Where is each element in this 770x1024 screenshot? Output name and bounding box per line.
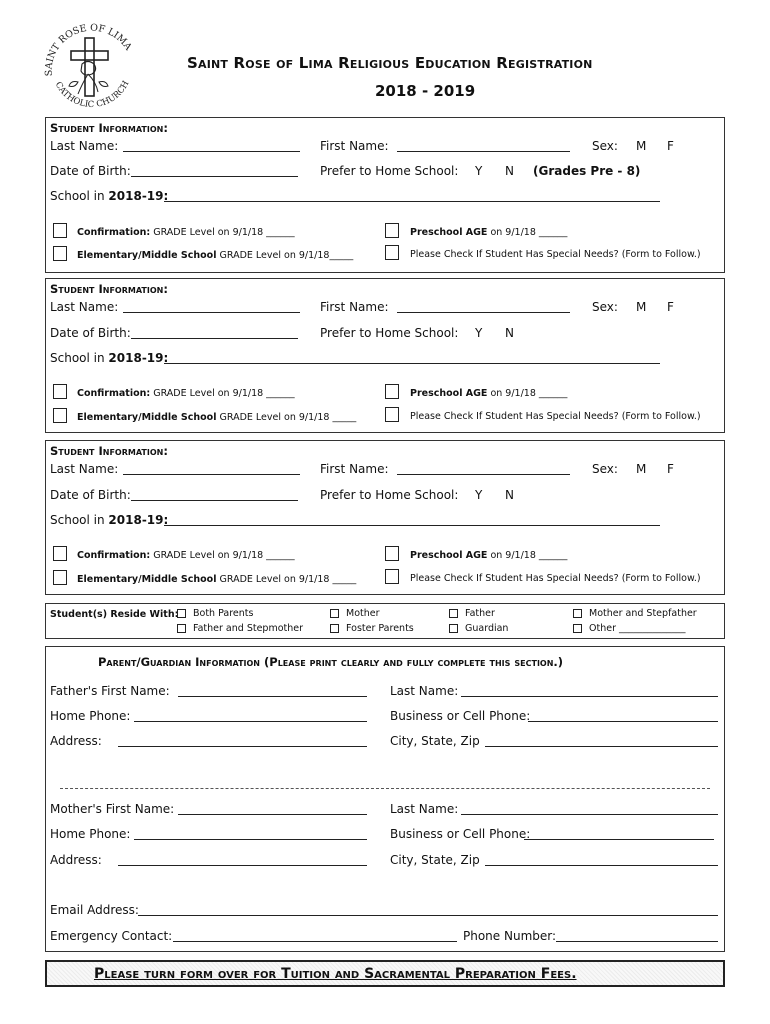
mother-last-name-label: Last Name: [390,802,459,816]
father-last-name-label: Last Name: [390,684,459,698]
last-name-field[interactable] [123,151,300,152]
first-name-field[interactable] [397,312,570,313]
father-last-name-field[interactable] [461,696,718,697]
father-first-name-label: Father's First Name: [50,684,170,698]
home-school-no[interactable]: N [505,488,514,502]
mother-city-field[interactable] [485,865,718,866]
mother-stepfather-label: Mother and Stepfather [589,608,697,619]
father-home-phone-field[interactable] [134,721,367,722]
school-field[interactable] [164,363,660,364]
grades-note: (Grades Pre - 8) [533,164,641,178]
special-needs-checkbox[interactable] [385,245,399,260]
sex-label: Sex: [592,300,618,314]
preschool-checkbox[interactable] [385,546,399,561]
other-label: Other ______________ [589,623,686,634]
home-school-yes[interactable]: Y [475,326,483,340]
confirmation-checkbox[interactable] [53,546,67,561]
father-city-label: City, State, Zip [390,734,480,748]
home-school-label: Prefer to Home School: [320,326,459,340]
both-parents-label: Both Parents [193,608,254,619]
dob-label: Date of Birth: [50,164,131,178]
last-name-label: Last Name: [50,462,119,476]
confirmation-label: Confirmation: GRADE Level on 9/1/18 ______ [77,227,295,238]
mother-checkbox[interactable] [330,609,339,618]
section-divider [60,788,710,789]
father-checkbox[interactable] [449,609,458,618]
mother-address-label: Address: [50,853,102,867]
mother-home-phone-label: Home Phone: [50,827,131,841]
guardian-checkbox[interactable] [449,624,458,633]
logo-text-top: SAINT ROSE OF LIMA [43,22,134,77]
school-year: 2018-19: [108,513,169,527]
sex-f-option[interactable]: F [667,300,674,314]
father-first-name-field[interactable] [178,696,367,697]
student-heading: Student Information: [50,444,168,458]
foster-parents-label: Foster Parents [346,623,414,634]
confirmation-label: Confirmation: GRADE Level on 9/1/18 ______ [77,388,295,399]
mother-stepfather-checkbox[interactable] [573,609,582,618]
email-label: Email Address: [50,903,139,917]
emergency-contact-field[interactable] [173,941,457,942]
first-name-label: First Name: [320,462,389,476]
mother-business-phone-label: Business or Cell Phone: [390,827,531,841]
elementary-label: Elementary/Middle School GRADE Level on 9/1/18_____ [77,250,354,261]
school-year: 2018-19: [108,351,169,365]
svg-text:SAINT ROSE OF LIMA [44,23,134,77]
cross-rose-icon [40,18,140,116]
school-field[interactable] [164,525,660,526]
elementary-checkbox[interactable] [53,408,67,423]
sex-m-option[interactable]: M [636,139,647,153]
foster-parents-checkbox[interactable] [330,624,339,633]
dob-label: Date of Birth: [50,326,131,340]
school-label [50,351,168,365]
emergency-contact-label: Emergency Contact: [50,929,173,943]
dob-field[interactable] [131,176,298,177]
home-school-yes[interactable]: Y [475,164,483,178]
confirmation-label: Confirmation: GRADE Level on 9/1/18 ______ [77,550,295,561]
footer-text: Please turn form over for Tuition and Sacramental Preparation Fees. [94,966,577,982]
elementary-label: Elementary/Middle School GRADE Level on 9/1/18 _____ [77,574,357,585]
home-school-no[interactable]: N [505,164,514,178]
special-needs-checkbox[interactable] [385,569,399,584]
school-prefix: School in [50,189,105,203]
form-title: Saint Rose of Lima Religious Education Registration [187,54,593,72]
special-needs-label: Please Check If Student Has Special Needs? (Form to Follow.) [410,249,701,260]
both-parents-checkbox[interactable] [177,609,186,618]
elementary-label: Elementary/Middle School GRADE Level on 9/1/18 _____ [77,412,357,423]
home-school-label: Prefer to Home School: [320,488,459,502]
reside-with-label: Student(s) Reside With: [50,609,179,620]
church-logo [40,18,140,116]
sex-f-option[interactable]: F [667,139,674,153]
dob-field[interactable] [131,500,298,501]
phone-number-field[interactable] [556,941,718,942]
mother-label: Mother [346,608,380,619]
elementary-checkbox[interactable] [53,570,67,585]
student-heading: Student Information: [50,282,168,296]
mother-address-field[interactable] [118,865,367,866]
last-name-field[interactable] [123,312,300,313]
sex-m-option[interactable]: M [636,300,647,314]
elementary-checkbox[interactable] [53,246,67,261]
mother-first-name-label: Mother's First Name: [50,802,175,816]
last-name-field[interactable] [123,474,300,475]
home-school-yes[interactable]: Y [475,488,483,502]
father-label: Father [465,608,495,619]
guardian-label: Guardian [465,623,509,634]
mother-last-name-field[interactable] [461,814,718,815]
father-address-field[interactable] [118,746,367,747]
school-label [50,513,168,527]
preschool-label: Preschool AGE on 9/1/18 ______ [410,227,568,238]
father-stepmother-label: Father and Stepmother [193,623,304,634]
school-label [50,189,168,203]
special-needs-label: Please Check If Student Has Special Needs? (Form to Follow.) [410,411,701,422]
father-stepmother-checkbox[interactable] [177,624,186,633]
preschool-checkbox[interactable] [385,223,399,238]
first-name-label: First Name: [320,300,389,314]
first-name-field[interactable] [397,151,570,152]
parent-guardian-heading: Parent/Guardian Information (Please print clearly and fully complete this section.) [98,655,564,669]
last-name-label: Last Name: [50,139,119,153]
mother-home-phone-field[interactable] [134,839,367,840]
sex-label: Sex: [592,139,618,153]
father-home-phone-label: Home Phone: [50,709,131,723]
mother-business-phone-field[interactable] [524,839,714,840]
sex-m-option[interactable]: M [636,462,647,476]
confirmation-checkbox[interactable] [53,223,67,238]
svg-text:CATHOLIC CHURCH [53,79,132,110]
home-school-label: Prefer to Home School: [320,164,459,178]
last-name-label: Last Name: [50,300,119,314]
first-name-field[interactable] [397,474,570,475]
other-checkbox[interactable] [573,624,582,633]
preschool-label: Preschool AGE on 9/1/18 ______ [410,388,568,399]
email-field[interactable] [138,915,718,916]
father-city-field[interactable] [485,746,718,747]
mother-city-label: City, State, Zip [390,853,480,867]
dob-field[interactable] [131,338,298,339]
mother-first-name-field[interactable] [178,814,367,815]
confirmation-checkbox[interactable] [53,384,67,399]
first-name-label: First Name: [320,139,389,153]
father-business-phone-field[interactable] [528,721,718,722]
father-address-label: Address: [50,734,102,748]
school-year: 2018-19: [108,189,169,203]
logo-text-bottom: CATHOLIC CHURCH [52,79,132,111]
student-heading: Student Information: [50,121,168,135]
sex-f-option[interactable]: F [667,462,674,476]
school-prefix: School in [50,351,105,365]
dob-label: Date of Birth: [50,488,131,502]
school-field[interactable] [164,201,660,202]
special-needs-label: Please Check If Student Has Special Needs? (Form to Follow.) [410,573,701,584]
preschool-label: Preschool AGE on 9/1/18 ______ [410,550,568,561]
special-needs-checkbox[interactable] [385,407,399,422]
phone-number-label: Phone Number: [463,929,557,943]
preschool-checkbox[interactable] [385,384,399,399]
sex-label: Sex: [592,462,618,476]
father-business-phone-label: Business or Cell Phone: [390,709,531,723]
school-prefix: School in [50,513,105,527]
home-school-no[interactable]: N [505,326,514,340]
form-year: 2018 - 2019 [375,82,476,100]
